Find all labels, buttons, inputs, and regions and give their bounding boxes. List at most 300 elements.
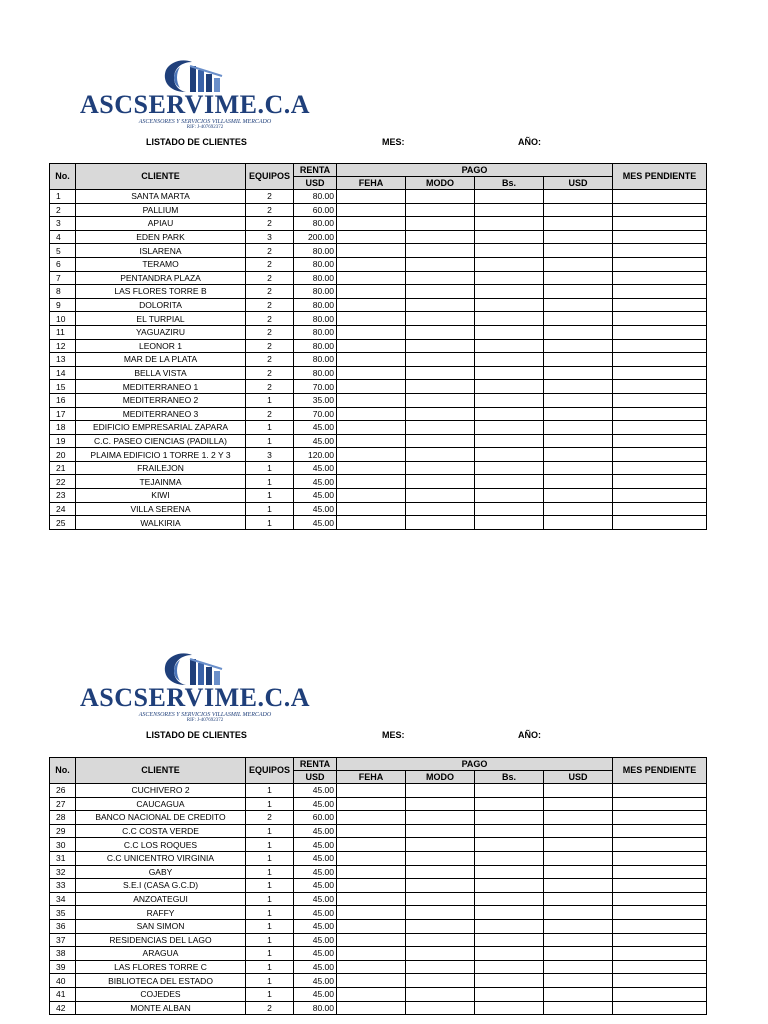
payment-usd-cell[interactable] — [544, 325, 613, 339]
payment-usd-cell[interactable] — [544, 271, 613, 285]
client-name: MAR DE LA PLATA — [76, 353, 246, 367]
company-rif: RIF: J-407692372 — [186, 718, 224, 723]
rent-usd: 80.00 — [294, 244, 337, 258]
payment-date-cell[interactable] — [337, 865, 406, 879]
table-row — [50, 298, 707, 312]
row-number: 12 — [50, 339, 76, 353]
pending-month-cell[interactable] — [613, 312, 707, 326]
client-name: RAFFY — [76, 906, 246, 920]
payment-usd-cell[interactable] — [544, 974, 613, 988]
col-mode: MODO — [406, 177, 475, 190]
list-title: LISTADO DE CLIENTES — [146, 730, 247, 740]
payment-usd-cell[interactable] — [544, 865, 613, 879]
payment-usd-cell[interactable] — [544, 851, 613, 865]
table-row — [50, 380, 707, 394]
payment-date-cell[interactable] — [337, 285, 406, 299]
pending-month-cell[interactable] — [613, 974, 707, 988]
payment-mode-cell[interactable] — [406, 824, 475, 838]
payment-bs-cell[interactable] — [475, 1001, 544, 1015]
payment-bs-cell[interactable] — [475, 366, 544, 380]
payment-bs-cell[interactable] — [475, 974, 544, 988]
payment-bs-cell[interactable] — [475, 407, 544, 421]
payment-usd-cell[interactable] — [544, 339, 613, 353]
payment-usd-cell[interactable] — [544, 230, 613, 244]
payment-bs-cell[interactable] — [475, 421, 544, 435]
payment-bs-cell[interactable] — [475, 285, 544, 299]
payment-date-cell[interactable] — [337, 892, 406, 906]
building-logo-icon — [156, 651, 236, 687]
payment-bs-cell[interactable] — [475, 353, 544, 367]
payment-mode-cell[interactable] — [406, 285, 475, 299]
col-rent-unit: USD — [294, 771, 337, 784]
units-count: 2 — [246, 190, 294, 204]
payment-usd-cell[interactable] — [544, 244, 613, 258]
units-count: 1 — [246, 797, 294, 811]
payment-usd-cell[interactable] — [544, 203, 613, 217]
payment-date-cell[interactable] — [337, 461, 406, 475]
payment-mode-cell[interactable] — [406, 203, 475, 217]
payment-usd-cell[interactable] — [544, 353, 613, 367]
pending-month-cell[interactable] — [613, 217, 707, 231]
payment-date-cell[interactable] — [337, 230, 406, 244]
payment-usd-cell[interactable] — [544, 960, 613, 974]
payment-bs-cell[interactable] — [475, 906, 544, 920]
payment-date-cell[interactable] — [337, 393, 406, 407]
client-name: C.C COSTA VERDE — [76, 824, 246, 838]
client-name: EDEN PARK — [76, 230, 246, 244]
pending-month-cell[interactable] — [613, 353, 707, 367]
payment-usd-cell[interactable] — [544, 516, 613, 530]
payment-usd-cell[interactable] — [544, 448, 613, 462]
payment-mode-cell[interactable] — [406, 784, 475, 798]
payment-usd-cell[interactable] — [544, 784, 613, 798]
payment-date-cell[interactable] — [337, 380, 406, 394]
payment-date-cell[interactable] — [337, 271, 406, 285]
payment-date-cell[interactable] — [337, 797, 406, 811]
pending-month-cell[interactable] — [613, 851, 707, 865]
payment-mode-cell[interactable] — [406, 380, 475, 394]
payment-usd-cell[interactable] — [544, 461, 613, 475]
payment-mode-cell[interactable] — [406, 811, 475, 825]
payment-bs-cell[interactable] — [475, 475, 544, 489]
rent-usd: 45.00 — [294, 797, 337, 811]
payment-mode-cell[interactable] — [406, 865, 475, 879]
payment-bs-cell[interactable] — [475, 339, 544, 353]
client-name: WALKIRIA — [76, 516, 246, 530]
table-row — [50, 421, 707, 435]
pending-month-cell[interactable] — [613, 516, 707, 530]
units-count: 2 — [246, 325, 294, 339]
company-name: ASCSERVIME.C.A — [80, 683, 311, 712]
payment-bs-cell[interactable] — [475, 879, 544, 893]
payment-mode-cell[interactable] — [406, 919, 475, 933]
units-count: 2 — [246, 298, 294, 312]
rent-usd: 80.00 — [294, 325, 337, 339]
payment-bs-cell[interactable] — [475, 851, 544, 865]
client-name: GABY — [76, 865, 246, 879]
col-units: EQUIPOS — [246, 758, 294, 784]
payment-date-cell[interactable] — [337, 974, 406, 988]
table-row — [50, 203, 707, 217]
payment-usd-cell[interactable] — [544, 407, 613, 421]
payment-date-cell[interactable] — [337, 960, 406, 974]
payment-date-cell[interactable] — [337, 1001, 406, 1015]
pending-month-cell[interactable] — [613, 230, 707, 244]
payment-mode-cell[interactable] — [406, 217, 475, 231]
payment-usd-cell[interactable] — [544, 298, 613, 312]
row-number: 5 — [50, 244, 76, 258]
payment-bs-cell[interactable] — [475, 797, 544, 811]
row-number: 32 — [50, 865, 76, 879]
clients-table-1-body — [50, 190, 707, 530]
payment-usd-cell[interactable] — [544, 393, 613, 407]
client-name: ISLARENA — [76, 244, 246, 258]
col-no: No. — [50, 758, 76, 784]
pending-month-cell[interactable] — [613, 892, 707, 906]
col-bs: Bs. — [475, 771, 544, 784]
payment-mode-cell[interactable] — [406, 892, 475, 906]
table-row — [50, 892, 707, 906]
table-row — [50, 502, 707, 516]
table-row — [50, 960, 707, 974]
row-number: 22 — [50, 475, 76, 489]
payment-mode-cell[interactable] — [406, 190, 475, 204]
pending-month-cell[interactable] — [613, 906, 707, 920]
payment-date-cell[interactable] — [337, 947, 406, 961]
payment-mode-cell[interactable] — [406, 366, 475, 380]
payment-mode-cell[interactable] — [406, 516, 475, 530]
payment-usd-cell[interactable] — [544, 838, 613, 852]
col-usd: USD — [544, 771, 613, 784]
payment-date-cell[interactable] — [337, 784, 406, 798]
payment-usd-cell[interactable] — [544, 285, 613, 299]
pending-month-cell[interactable] — [613, 190, 707, 204]
building-logo-icon — [156, 58, 236, 94]
payment-bs-cell[interactable] — [475, 434, 544, 448]
payment-usd-cell[interactable] — [544, 824, 613, 838]
payment-date-cell[interactable] — [337, 879, 406, 893]
payment-date-cell[interactable] — [337, 919, 406, 933]
pending-month-cell[interactable] — [613, 271, 707, 285]
row-number: 16 — [50, 393, 76, 407]
row-number: 41 — [50, 987, 76, 1001]
row-number: 14 — [50, 366, 76, 380]
payment-bs-cell[interactable] — [475, 461, 544, 475]
payment-mode-cell[interactable] — [406, 393, 475, 407]
payment-mode-cell[interactable] — [406, 271, 475, 285]
pending-month-cell[interactable] — [613, 960, 707, 974]
payment-mode-cell[interactable] — [406, 475, 475, 489]
payment-bs-cell[interactable] — [475, 190, 544, 204]
row-number: 29 — [50, 824, 76, 838]
pending-month-cell[interactable] — [613, 461, 707, 475]
client-name: RESIDENCIAS DEL LAGO — [76, 933, 246, 947]
payment-usd-cell[interactable] — [544, 475, 613, 489]
payment-usd-cell[interactable] — [544, 879, 613, 893]
pending-month-cell[interactable] — [613, 919, 707, 933]
pending-month-cell[interactable] — [613, 811, 707, 825]
rent-usd: 70.00 — [294, 407, 337, 421]
pending-month-cell[interactable] — [613, 879, 707, 893]
units-count: 3 — [246, 230, 294, 244]
col-no: No. — [50, 164, 76, 190]
payment-bs-cell[interactable] — [475, 271, 544, 285]
row-number: 23 — [50, 489, 76, 503]
payment-usd-cell[interactable] — [544, 257, 613, 271]
payment-usd-cell[interactable] — [544, 811, 613, 825]
pending-month-cell[interactable] — [613, 448, 707, 462]
payment-date-cell[interactable] — [337, 325, 406, 339]
payment-bs-cell[interactable] — [475, 784, 544, 798]
units-count: 2 — [246, 366, 294, 380]
pending-month-cell[interactable] — [613, 421, 707, 435]
payment-bs-cell[interactable] — [475, 203, 544, 217]
payment-usd-cell[interactable] — [544, 1001, 613, 1015]
payment-bs-cell[interactable] — [475, 892, 544, 906]
units-count: 1 — [246, 824, 294, 838]
pending-month-cell[interactable] — [613, 947, 707, 961]
payment-usd-cell[interactable] — [544, 190, 613, 204]
payment-date-cell[interactable] — [337, 434, 406, 448]
payment-mode-cell[interactable] — [406, 879, 475, 893]
payment-usd-cell[interactable] — [544, 906, 613, 920]
pending-month-cell[interactable] — [613, 366, 707, 380]
col-date: FEHA — [337, 771, 406, 784]
payment-date-cell[interactable] — [337, 448, 406, 462]
pending-month-cell[interactable] — [613, 325, 707, 339]
payment-date-cell[interactable] — [337, 475, 406, 489]
list-title: LISTADO DE CLIENTES — [146, 137, 247, 147]
pending-month-cell[interactable] — [613, 285, 707, 299]
table-row — [50, 947, 707, 961]
payment-date-cell[interactable] — [337, 257, 406, 271]
payment-date-cell[interactable] — [337, 217, 406, 231]
rent-usd: 45.00 — [294, 879, 337, 893]
client-name: MEDITERRANEO 2 — [76, 393, 246, 407]
payment-bs-cell[interactable] — [475, 325, 544, 339]
rent-usd: 45.00 — [294, 421, 337, 435]
payment-usd-cell[interactable] — [544, 947, 613, 961]
payment-date-cell[interactable] — [337, 824, 406, 838]
payment-mode-cell[interactable] — [406, 434, 475, 448]
table-row — [50, 244, 707, 258]
units-count: 1 — [246, 865, 294, 879]
payment-bs-cell[interactable] — [475, 244, 544, 258]
payment-mode-cell[interactable] — [406, 906, 475, 920]
payment-usd-cell[interactable] — [544, 421, 613, 435]
rent-usd: 80.00 — [294, 271, 337, 285]
payment-date-cell[interactable] — [337, 987, 406, 1001]
payment-date-cell[interactable] — [337, 838, 406, 852]
pending-month-cell[interactable] — [613, 244, 707, 258]
pending-month-cell[interactable] — [613, 298, 707, 312]
payment-date-cell[interactable] — [337, 489, 406, 503]
pending-month-cell[interactable] — [613, 203, 707, 217]
payment-usd-cell[interactable] — [544, 366, 613, 380]
payment-bs-cell[interactable] — [475, 960, 544, 974]
pending-month-cell[interactable] — [613, 475, 707, 489]
row-number: 17 — [50, 407, 76, 421]
pending-month-cell[interactable] — [613, 407, 707, 421]
payment-mode-cell[interactable] — [406, 353, 475, 367]
payment-bs-cell[interactable] — [475, 298, 544, 312]
payment-bs-cell[interactable] — [475, 230, 544, 244]
payment-usd-cell[interactable] — [544, 434, 613, 448]
payment-mode-cell[interactable] — [406, 851, 475, 865]
payment-mode-cell[interactable] — [406, 244, 475, 258]
payment-mode-cell[interactable] — [406, 502, 475, 516]
units-count: 2 — [246, 407, 294, 421]
pending-month-cell[interactable] — [613, 502, 707, 516]
company-logo — [80, 58, 320, 130]
payment-date-cell[interactable] — [337, 353, 406, 367]
pending-month-cell[interactable] — [613, 838, 707, 852]
payment-bs-cell[interactable] — [475, 312, 544, 326]
rent-usd: 45.00 — [294, 919, 337, 933]
pending-month-cell[interactable] — [613, 380, 707, 394]
table-row — [50, 516, 707, 530]
pending-month-cell[interactable] — [613, 257, 707, 271]
payment-mode-cell[interactable] — [406, 933, 475, 947]
table-row — [50, 353, 707, 367]
pending-month-cell[interactable] — [613, 824, 707, 838]
payment-mode-cell[interactable] — [406, 987, 475, 1001]
payment-bs-cell[interactable] — [475, 516, 544, 530]
table-row — [50, 271, 707, 285]
payment-bs-cell[interactable] — [475, 380, 544, 394]
table-row — [50, 1001, 707, 1015]
payment-usd-cell[interactable] — [544, 312, 613, 326]
payment-date-cell[interactable] — [337, 312, 406, 326]
pending-month-cell[interactable] — [613, 784, 707, 798]
table-row — [50, 797, 707, 811]
payment-date-cell[interactable] — [337, 516, 406, 530]
payment-usd-cell[interactable] — [544, 987, 613, 1001]
payment-bs-cell[interactable] — [475, 824, 544, 838]
rent-usd: 80.00 — [294, 285, 337, 299]
row-number: 38 — [50, 947, 76, 961]
row-number: 35 — [50, 906, 76, 920]
payment-date-cell[interactable] — [337, 933, 406, 947]
payment-date-cell[interactable] — [337, 203, 406, 217]
payment-mode-cell[interactable] — [406, 461, 475, 475]
table-row — [50, 407, 707, 421]
units-count: 2 — [246, 339, 294, 353]
rent-usd: 45.00 — [294, 461, 337, 475]
client-name: EL TURPIAL — [76, 312, 246, 326]
payment-usd-cell[interactable] — [544, 892, 613, 906]
payment-bs-cell[interactable] — [475, 448, 544, 462]
payment-mode-cell[interactable] — [406, 325, 475, 339]
client-name: CAUCAGUA — [76, 797, 246, 811]
payment-bs-cell[interactable] — [475, 987, 544, 1001]
payment-bs-cell[interactable] — [475, 217, 544, 231]
row-number: 24 — [50, 502, 76, 516]
row-number: 11 — [50, 325, 76, 339]
payment-bs-cell[interactable] — [475, 257, 544, 271]
payment-date-cell[interactable] — [337, 339, 406, 353]
payment-bs-cell[interactable] — [475, 489, 544, 503]
payment-date-cell[interactable] — [337, 851, 406, 865]
payment-date-cell[interactable] — [337, 811, 406, 825]
payment-mode-cell[interactable] — [406, 489, 475, 503]
payment-mode-cell[interactable] — [406, 339, 475, 353]
pending-month-cell[interactable] — [613, 1001, 707, 1015]
pending-month-cell[interactable] — [613, 489, 707, 503]
row-number: 13 — [50, 353, 76, 367]
pending-month-cell[interactable] — [613, 339, 707, 353]
client-name: S.E.I (CASA G.C.D) — [76, 879, 246, 893]
client-name: BELLA VISTA — [76, 366, 246, 380]
pending-month-cell[interactable] — [613, 933, 707, 947]
client-name: C.C. PASEO CIENCIAS (PADILLA) — [76, 434, 246, 448]
rent-usd: 80.00 — [294, 257, 337, 271]
payment-bs-cell[interactable] — [475, 947, 544, 961]
payment-mode-cell[interactable] — [406, 407, 475, 421]
payment-bs-cell[interactable] — [475, 933, 544, 947]
payment-bs-cell[interactable] — [475, 502, 544, 516]
payment-date-cell[interactable] — [337, 407, 406, 421]
pending-month-cell[interactable] — [613, 865, 707, 879]
payment-mode-cell[interactable] — [406, 257, 475, 271]
payment-date-cell[interactable] — [337, 190, 406, 204]
payment-mode-cell[interactable] — [406, 797, 475, 811]
pending-month-cell[interactable] — [613, 434, 707, 448]
payment-mode-cell[interactable] — [406, 230, 475, 244]
payment-bs-cell[interactable] — [475, 865, 544, 879]
payment-bs-cell[interactable] — [475, 919, 544, 933]
table-row — [50, 325, 707, 339]
payment-usd-cell[interactable] — [544, 489, 613, 503]
pending-month-cell[interactable] — [613, 393, 707, 407]
payment-usd-cell[interactable] — [544, 933, 613, 947]
payment-usd-cell[interactable] — [544, 502, 613, 516]
pending-month-cell[interactable] — [613, 987, 707, 1001]
payment-bs-cell[interactable] — [475, 811, 544, 825]
payment-mode-cell[interactable] — [406, 838, 475, 852]
payment-mode-cell[interactable] — [406, 960, 475, 974]
client-name: VILLA SERENA — [76, 502, 246, 516]
payment-mode-cell[interactable] — [406, 974, 475, 988]
payment-mode-cell[interactable] — [406, 298, 475, 312]
payment-date-cell[interactable] — [337, 421, 406, 435]
table-row — [50, 489, 707, 503]
row-number: 30 — [50, 838, 76, 852]
payment-bs-cell[interactable] — [475, 838, 544, 852]
payment-date-cell[interactable] — [337, 366, 406, 380]
client-name: C.C LOS ROQUES — [76, 838, 246, 852]
payment-mode-cell[interactable] — [406, 421, 475, 435]
payment-mode-cell[interactable] — [406, 448, 475, 462]
payment-date-cell[interactable] — [337, 502, 406, 516]
payment-usd-cell[interactable] — [544, 919, 613, 933]
payment-usd-cell[interactable] — [544, 217, 613, 231]
payment-date-cell[interactable] — [337, 298, 406, 312]
payment-usd-cell[interactable] — [544, 380, 613, 394]
pending-month-cell[interactable] — [613, 797, 707, 811]
payment-usd-cell[interactable] — [544, 797, 613, 811]
client-name: ARAGUA — [76, 947, 246, 961]
payment-mode-cell[interactable] — [406, 947, 475, 961]
payment-bs-cell[interactable] — [475, 393, 544, 407]
col-rent-unit: USD — [294, 177, 337, 190]
rent-usd: 45.00 — [294, 851, 337, 865]
payment-date-cell[interactable] — [337, 244, 406, 258]
payment-mode-cell[interactable] — [406, 1001, 475, 1015]
client-name: LAS FLORES TORRE C — [76, 960, 246, 974]
payment-date-cell[interactable] — [337, 906, 406, 920]
payment-mode-cell[interactable] — [406, 312, 475, 326]
